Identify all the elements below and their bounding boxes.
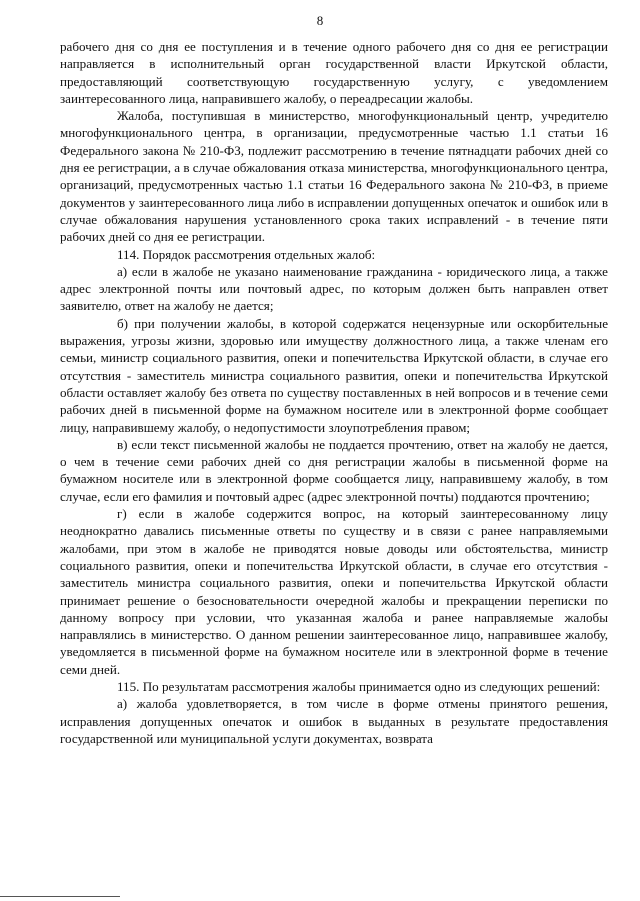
paragraph-114-b: б) при получении жалобы, в которой содержатся нецензурные или оскорбительные выражения, угрозы жизни, здоровью или имуществу должностного лица, а также членам его семьи, министр социального развития, опеки и попечительства Иркутской области, в случае его отсутствия - заместитель министра социального развития, опеки и попечительства Иркутской области оставляет жалобу без ответа по существу поставленных в ней вопросов и в течение семи рабочих дней в письменной форме на бумажном носителе или в электронной форме сообщает лицу, направившему жалобу, о недопустимости злоупотребления правом;	[60, 315, 608, 435]
footer-divider	[0, 896, 120, 897]
paragraph-section-114-heading: 114. Порядок рассмотрения отдельных жалоб:	[117, 246, 376, 262]
paragraph-section-115-heading: 115. По результатам рассмотрения жалобы принимается одно из следующих решений:	[117, 678, 601, 694]
paragraph-115-a: а) жалоба удовлетворяется, в том числе в форме отмены принятого решения, исправления допущенных опечаток и ошибок в выданных в результате предоставления государственной или муниципальной услуги документах, возврата	[60, 696, 608, 746]
paragraph-continuation: рабочего дня со дня ее поступления и в течение одного рабочего дня со дня ее регистрации направляется в исполнительный орган государственной власти Иркутской области, предоставляющий соответствующую государственную услугу, с уведомлением заинтересованного лица, направившего жалобу, о переадресации жалобы.	[60, 39, 608, 106]
paragraph-114-a: а) если в жалобе не указано наименование гражданина - юридического лица, а также адрес электронной почты или почтовый адрес, по которым должен быть направлен ответ заявителю, ответ на жалобу не дается;	[60, 263, 608, 314]
paragraph-114-g: г) если в жалобе содержится вопрос, на который заинтересованному лицу неоднократно давались письменные ответы по существу и в связи с ранее направляемыми жалобами, при этом в жалобе не приводятся новые доводы или обстоятельства, министр социального развития, опеки и попечительства Иркутской области, в случае его отсутствия - заместитель министра социального развития, опеки и попечительства Иркутской области принимает решение о безосновательности очередной жалобы и прекращении переписки по данному вопросу при условии, что указанная жалоба и ранее направляемые жалобы направлялись в министерство. О данном решении заинтересованное лицо, направившее жалобу, уведомляется в письменной форме на бумажном носителе или в электронной форме в течение семи дней.	[60, 506, 608, 677]
paragraph-114-v: в) если текст письменной жалобы не поддается прочтению, ответ на жалобу не дается, о чем в течение семи рабочих дней со дня регистрации жалобы в письменной форме на бумажном носителе или в электронной форме сообщается лицу, направившему жалобу, в том случае, если его фамилия и почтовый адрес (адрес электронной почты) поддаются прочтению;	[60, 436, 608, 504]
document-body	[60, 38, 608, 747]
page-number: 8	[316, 13, 324, 28]
paragraph-complaint-review-terms: Жалоба, поступившая в министерство, многофункциональный центр, учредителю многофункционального центра, в организации, предусмотренные частью 1.1 статьи 16 Федерального закона № 210-ФЗ, подлежит рассмотрению в течение пятнадцати рабочих дней со дня ее регистрации, а в случае обжалования отказа министерства, многофункционального центра, организаций, предусмотренных частью 1.1 статьи 16 Федерального закона № 210-ФЗ, в приеме документов у заинтересованного лица либо в исправлении допущенных опечаток и ошибок или в случае обжалования нарушения установленного срока таких исправлений - в течение пяти рабочих дней со дня ее регистрации.	[60, 108, 608, 245]
